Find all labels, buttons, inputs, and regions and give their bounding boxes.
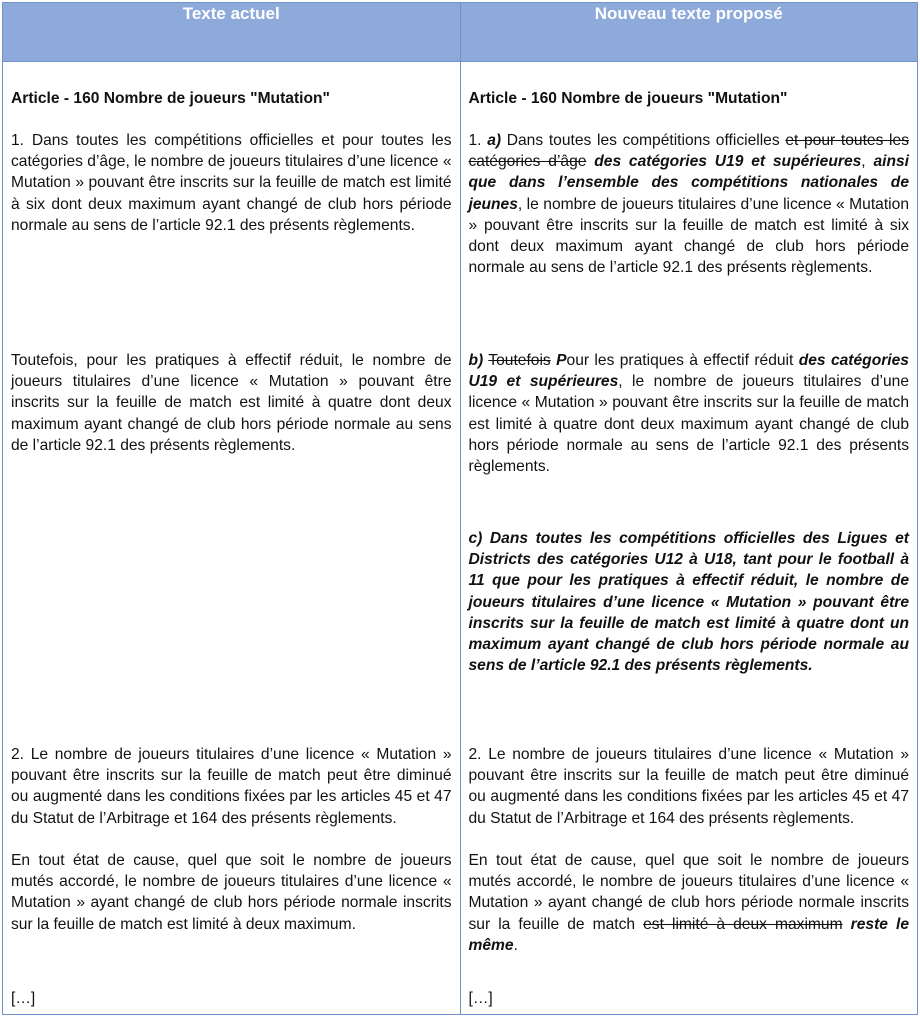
comparison-table xyxy=(2,2,918,1015)
paragraph-1c-inserted: c) Dans toutes les compétitions officielles des Ligues et Districts des catégories U12 à U18, tant pour le football à 11 que pour les pratiques à effectif réduit, le nombre de joueurs titulaires d’une licence « Mutation » pouvant être inscrits sur la feuille de match est limité à quatre dont un maximum ayant changé de club hors période normale au sens de l’article 92.1 des présents règlements. xyxy=(468,530,909,675)
paragraph-toutefois: Toutefois, pour les pratiques à effectif réduit, le nombre de joueurs titulaires d’une licence « Mutation » pouvant être inscrits sur la feuille de match est limité à quatre dont deux maximum ayant changé de club hors période normale au sens de l’article 92.1 des présents règlements. xyxy=(11,352,452,454)
content-row xyxy=(3,62,918,1015)
article-title: Article - 160 Nombre de joueurs "Mutation" xyxy=(468,90,788,107)
inserted-text: des catégories U19 et supérieures xyxy=(468,352,909,391)
inserted-text: des catégories U19 et supérieures xyxy=(586,153,862,171)
text: , le nombre de joueurs titulaires d’une licence « Mutation » pouvant être inscrits sur la feuille de match est limité à quatre dont deux maximum ayant changé de club hors période normale au sens de l’article 92.1 des présents règlements. xyxy=(468,373,910,476)
header-current-text: Texte actuel xyxy=(3,3,461,62)
article-title: Article - 160 Nombre de joueurs "Mutation" xyxy=(11,90,330,107)
deleted-text: est limité à deux maximum xyxy=(643,915,843,933)
proposed-text-column xyxy=(460,62,918,1015)
paragraph-2: 2. Le nombre de joueurs titulaires d’une licence « Mutation » pouvant être inscrits sur la feuille de match peut être diminué ou augmenté dans les conditions fixées par les articles 45 et 47 du Statut de l’Arbitrage et 164 des présents règlements. xyxy=(468,746,909,827)
text xyxy=(843,916,851,933)
current-text-column xyxy=(3,62,461,1015)
paragraph-2: 2. Le nombre de joueurs titulaires d’une licence « Mutation » pouvant être inscrits sur la feuille de match peut être diminué ou augmenté dans les conditions fixées par les articles 45 et 47 du Statut de l’Arbitrage et 164 des présents règlements. xyxy=(11,746,452,827)
ellipsis: […] xyxy=(468,990,493,1007)
deleted-text: et pour toutes les catégories d’âge xyxy=(468,132,909,171)
deleted-text: Toutefois xyxy=(488,352,551,369)
text: , xyxy=(861,153,874,171)
ellipsis: […] xyxy=(11,990,36,1007)
paragraph-1b xyxy=(469,350,910,477)
inserted-text: ainsi que dans l’ensemble des compétitions nationales de jeunes xyxy=(468,153,909,213)
label-a: a) xyxy=(487,132,502,149)
header-proposed-text: Nouveau texte proposé xyxy=(460,3,918,62)
inserted-text: P xyxy=(556,352,567,369)
text: . xyxy=(513,936,518,954)
text: our les pratiques à effectif réduit xyxy=(566,352,799,369)
text: Dans toutes les compétitions officielles xyxy=(501,132,786,149)
text: , le nombre de joueurs titulaires d’une licence « Mutation » pouvant être inscrits sur la feuille de match est limité à six dont deux maximum ayant changé de club hors période normale au sens de l’article 92.1 des présents règlements. xyxy=(468,195,909,277)
text: 1. xyxy=(468,132,488,149)
paragraph-en-tout-etat xyxy=(469,850,910,956)
text: En tout état de cause, quel que soit le nombre de joueurs mutés accordé, le nombre de joueurs titulaires d’une licence « Mutation » ayant changé de club hors période normale inscrits sur la feuille de match xyxy=(468,852,909,933)
paragraph-1: 1. Dans toutes les compétitions officielles et pour toutes les catégories d’âge, le nombre de joueurs titulaires d’une licence « Mutation » pouvant être inscrits sur la feuille de match est limité à six dont deux maximum ayant changé de club hors période normale au sens de l’article 92.1 des présents règlements. xyxy=(11,132,452,234)
paragraph-1a xyxy=(469,130,910,278)
header-row xyxy=(3,3,918,62)
inserted-text: reste le même xyxy=(468,915,909,954)
label-b: b) xyxy=(468,352,484,369)
paragraph-en-tout-etat: En tout état de cause, quel que soit le nombre de joueurs mutés accordé, le nombre de joueurs titulaires d’une licence « Mutation » ayant changé de club hors période normale inscrits sur la feuille de match est limité à deux maximum. xyxy=(11,852,452,933)
